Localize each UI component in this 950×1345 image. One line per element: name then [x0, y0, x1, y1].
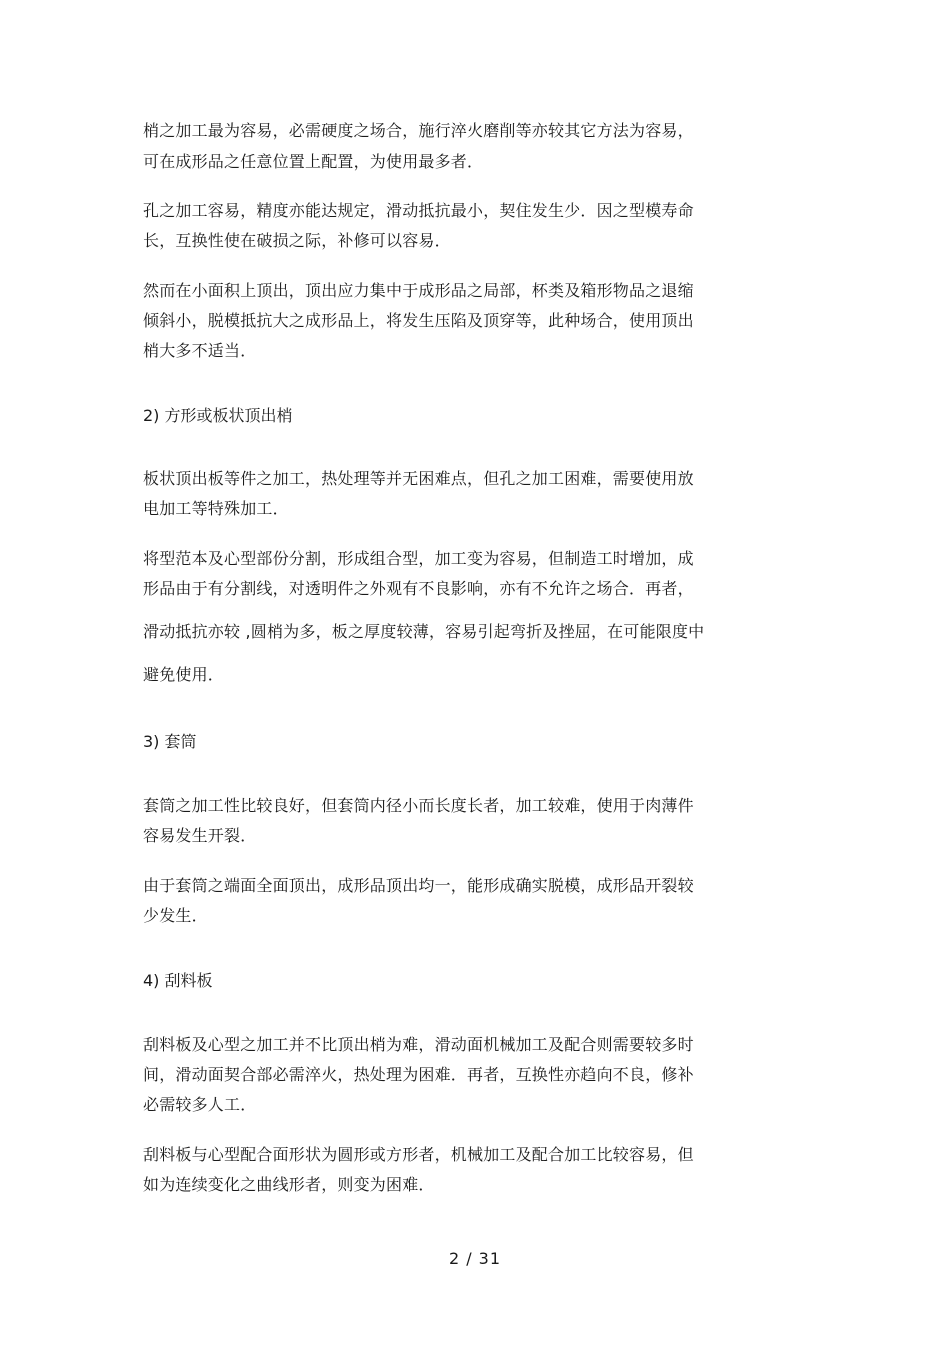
text-line: 倾斜小，脱模抵抗大之成形品上，将发生压陷及顶穿等，此种场合，使用顶出: [143, 311, 694, 330]
text-line: 必需较多人工．: [143, 1095, 257, 1114]
text-line: 长，互换性使在破损之际，补修可以容易．: [143, 231, 451, 250]
text-line: 套筒之加工性比较良好，但套筒内径小而长度长者，加工较难，使用于肉薄件: [143, 796, 694, 815]
page-number: 2 / 31: [448, 1249, 502, 1268]
text-line: 由于套筒之端面全面顶出，成形品顶出均一，能形成确实脱模，成形品开裂较: [143, 876, 694, 895]
text-line: 刮料板及心型之加工并不比顶出梢为难，滑动面机械加工及配合则需要较多时: [143, 1035, 694, 1054]
section-heading: 4) 刮料板: [143, 971, 213, 990]
text-line: 避免使用．: [143, 665, 225, 684]
text-line: 孔之加工容易，精度亦能达规定，滑动抵抗最小，契住发生少．因之型模寿命: [143, 201, 694, 220]
text-line: 电加工等特殊加工．: [143, 499, 289, 518]
text-line: 板状顶出板等件之加工，热处理等并无困难点，但孔之加工困难，需要使用放: [143, 469, 694, 488]
text-line: 间，滑动面契合部必需淬火，热处理为困难．再者，互换性亦趋向不良，修补: [143, 1065, 694, 1084]
section-heading: 2) 方形或板状顶出梢: [143, 406, 293, 425]
text-line: 梢之加工最为容易，必需硬度之场合，施行淬火磨削等亦较其它方法为容易，: [143, 121, 694, 140]
text-line: 少发生．: [143, 906, 208, 925]
text-line: 然而在小面积上顶出，顶出应力集中于成形品之局部，杯类及箱形物品之退缩: [143, 281, 694, 300]
text-line: 如为连续变化之曲线形者，则变为困难．: [143, 1175, 435, 1194]
text-line: 滑动抵抗亦较 ,圆梢为多，板之厚度较薄，容易引起弯折及挫屈，在可能限度中: [143, 622, 705, 641]
text-line: 刮料板与心型配合面形状为圆形或方形者，机械加工及配合加工比较容易，但: [143, 1145, 694, 1164]
text-line: 梢大多不适当．: [143, 341, 257, 360]
text-line: 容易发生开裂．: [143, 826, 257, 845]
text-line: 可在成形品之任意位置上配置，为使用最多者．: [143, 152, 484, 171]
text-line: 将型范本及心型部份分割，形成组合型，加工变为容易，但制造工时增加，成: [143, 549, 694, 568]
text-line: 形品由于有分割线，对透明件之外观有不良影响，亦有不允许之场合．再者，: [143, 579, 694, 598]
section-heading: 3) 套筒: [143, 732, 197, 751]
